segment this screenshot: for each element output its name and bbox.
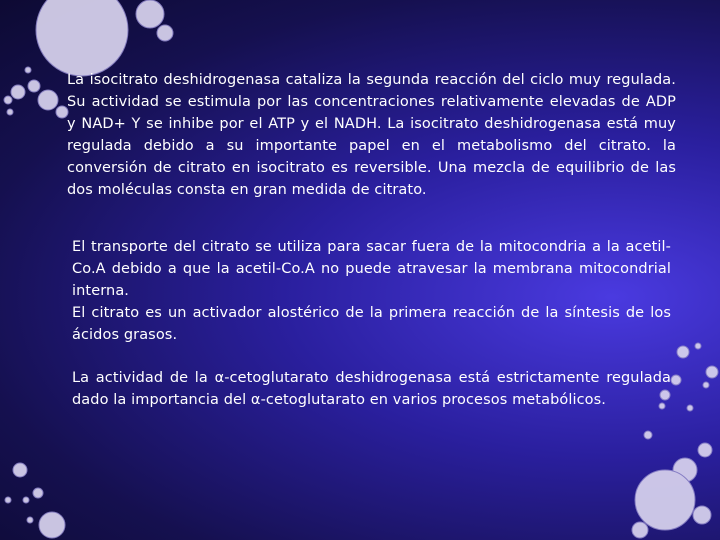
bubble — [157, 25, 173, 41]
bubble — [698, 443, 712, 457]
bubble — [28, 80, 40, 92]
citrate-activator-text: El citrato es un activador alostérico de la primera reacción de la síntesis de los ácidos grasos. — [72, 305, 671, 343]
bubble — [38, 90, 58, 110]
bubble — [687, 405, 693, 411]
paragraph-citrate-transport — [72, 236, 671, 346]
bubble — [635, 470, 695, 530]
bubble — [706, 366, 718, 378]
bubble — [25, 67, 31, 73]
bubble — [39, 512, 65, 538]
bubble — [33, 488, 43, 498]
bubble — [644, 431, 652, 439]
bubble — [36, 0, 128, 76]
bubble — [27, 517, 33, 523]
citrate-transport-text: El transporte del citrato se utiliza para sacar fuera de la mitocondria a la acetil-Co.A debido a que la acetil-Co.A no puede atravesar la membrana mitocondrial interna. — [72, 239, 671, 299]
bubble — [7, 109, 13, 115]
bubble — [677, 346, 689, 358]
bubble — [11, 85, 25, 99]
bubble — [671, 375, 681, 385]
bubble — [632, 522, 648, 538]
bubble — [695, 343, 701, 349]
bubble — [5, 497, 11, 503]
bubble — [4, 96, 12, 104]
bubble — [693, 506, 711, 524]
bubble — [13, 463, 27, 477]
paragraph-alpha-ketoglutarate: La actividad de la α-cetoglutarato deshidrogenasa está estrictamente regulada dado la importancia del α-cetoglutarato en varios procesos metabólicos. — [72, 370, 671, 408]
bubble — [23, 497, 29, 503]
bubble — [136, 0, 164, 28]
bubble — [703, 382, 709, 388]
paragraph-isocitrate: La isocitrato deshidrogenasa cataliza la segunda reacción del ciclo muy regulada. Su actividad se estimula por las concentraciones relativamente elevadas de ADP y NAD+ Y se inhibe por el ATP y el NADH. La isocitrato deshidrogenasa está muy regulada debido a su importante papel en el metabolismo del citrato. la conversión de citrato en isocitrato es reversible. Una mezcla de equilibrio de las dos moléculas consta en gran medida de citrato. — [67, 72, 676, 198]
